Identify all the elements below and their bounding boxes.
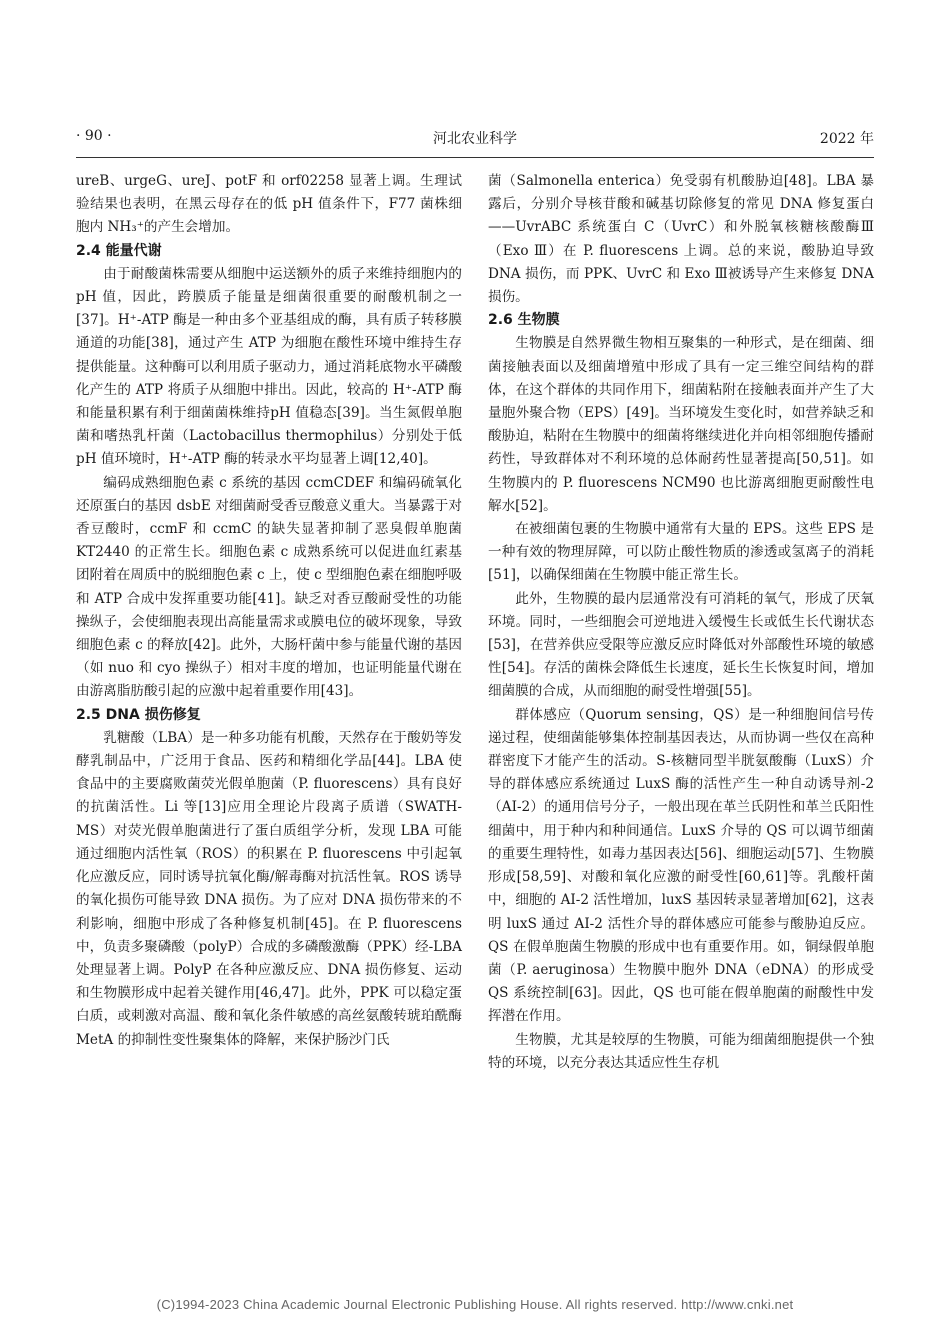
section-heading-2-6: 2.6 生物膜 [488,312,560,329]
journal-name: 河北农业科学 [433,131,517,147]
paragraph: 群体感应（Quorum sensing，QS）是一种细胞间信号传递过程，使细菌能够集体控制基因表达，从而协调一些仅在高种群密度下才能产生的活动。S-核糖同型半胱氨酸酶（LuxS）介导的群体感应系统通过 LuxS 酶的活性产生一种自动诱导剂-2（AI-2）的通用信号分子，一般出现在革兰氏阴性和革兰氏阳性细菌中，用于种内和种间通信。LuxS 介导的 QS 可以调节细菌的重要生理特性，如毒力基因表达[56]、细胞运动[57]、生物膜形成[58,59]、对酸和氧化应激的耐受性[60,61]等。乳酸杆菌中，细胞的 AI-2 活性增加，luxS 基因转录显著增加[62]，这表明 luxS 通过 AI-2 活性介导的群体感应可能参与酸胁迫反应。QS 在假单胞菌生物膜的形成中也有重要作用。如，铜绿假单胞菌（P. aeruginosa）生物膜中胞外 DNA（eDNA）的形成受 QS 系统控制[63]。因此，QS 也可能在假单胞菌的耐酸性中发挥潜在作用。 [488,706,874,1025]
section-heading-2-5: 2.5 DNA 损伤修复 [76,706,201,723]
paragraph: 生物膜，尤其是较厚的生物膜，可能为细菌细胞提供一个独特的环境，以充分表达其适应性生存机 [488,1031,874,1071]
paragraph: 在被细菌包裹的生物膜中通常有大量的 EPS。这些 EPS 是一种有效的物理屏障，可以防止酸性物质的渗透或氢离子的消耗[51]，以确保细菌在生物膜中能正常生长。 [488,521,874,584]
left-column [76,170,462,1052]
intro-paragraph: ureB、urgeG、ureJ、potF 和 orf02258 显著上调。生理试验结果也表明，在黑云母存在的低 pH 值条件下，F77 菌株细胞内 NH₃⁺的产生会增加。 [76,173,462,236]
copyright-footer: (C)1994-2023 China Academic Journal Electronic Publishing House. All rights reserved. http://www.cnki.net [156,1297,794,1312]
paragraph: 此外，生物膜的最内层通常没有可消耗的氧气，形成了厌氧环境。同时，一些细胞会可逆地进入缓慢生长或低生长代谢状态[53]，在营养供应受限等应激反应时降低对外部酸性环境的敏感性[54]。存活的菌株会降低生长速度，延长生长恢复时间，增加细菌膜的合成，从而细胞的耐受性增强[55]。 [488,590,874,700]
header-rule [76,157,874,158]
paragraph: 乳糖酸（LBA）是一种多功能有机酸，天然存在于酸奶等发酵乳制品中，广泛用于食品、医药和精细化学品[44]。LBA 使食品中的主要腐败菌荧光假单胞菌（P. fluorescens）具有良好的抗菌活性。Li 等[13]应用全理论片段离子质谱（SWATH-MS）对荧光假单胞菌进行了蛋白质组学分析，发现 LBA 可能通过细胞内活性氧（ROS）的积累在 P. fluorescens 中引起氧化应激反应，同时诱导抗氧化酶/解毒酶对抗活性氧。ROS 诱导的氧化损伤可能导致 DNA 损伤。为了应对 DNA 损伤带来的不利影响，细胞中形成了各种修复机制[45]。在 P. fluorescens 中，负责多聚磷酸（polyP）合成的多磷酸激酶（PPK）经-LBA 处理显著上调。PolyP 在各种应激反应、DNA 损伤修复、运动和生物膜形成中起着关键作用[46,47]。此外，PPK 可以稳定蛋白质，或刺激对高温、酸和氧化条件敏感的高丝氨酸转琥珀酰酶 MetA 的抑制性变性聚集体的降解，来保护肠沙门氏 [76,729,462,1048]
page-header [76,128,874,150]
paragraph: 生物膜是自然界微生物相互聚集的一种形式，是在细菌、细菌接触表面以及细菌增殖中形成了具有一定三维空间结构的群体，在这个群体的共同作用下，细菌粘附在接触表面并产生了大量胞外聚合物（EPS）[49]。当环境发生变化时，如营养缺乏和酸胁迫，粘附在生物膜中的细菌将继续进化并向相邻细胞传播耐药性，导致群体对不利环境的总体耐药性显著提高[50,51]。如生物膜内的 P. fluorescens NCM90 也比游离细胞更耐酸性电解水[52]。 [488,335,874,514]
paragraph: 由于耐酸菌株需要从细胞中运送额外的质子来维持细胞内的 pH 值，因此，跨膜质子能量是细菌很重要的耐酸机制之一[37]。H⁺-ATP 酶是一种由多个亚基组成的酶，具有质子转移膜通道的功能[38]，通过产生 ATP 为细胞在酸性环境中维持生存提供能量。这种酶可以利用质子驱动力，通过消耗底物水平磷酸化产生的 ATP 将质子从细胞中排出。因此，较高的 H⁺-ATP 酶和能量积累有利于细菌菌株维持pH 值稳态[39]。当生氮假单胞菌和嗜热乳杆菌（Lactobacillus thermophilus）分别处于低 pH 值环境时，H⁺-ATP 酶的转录水平均显著上调[12,40]。 [76,265,462,468]
publication-year: 2022 年 [819,131,874,147]
page-number: · 90 · [76,128,112,144]
right-column [488,170,874,1075]
paragraph: 编码成熟细胞色素 c 系统的基因 ccmCDEF 和编码硫氧化还原蛋白的基因 dsbE 对细菌耐受香豆酸意义重大。当暴露于对香豆酸时，ccmF 和 ccmC 的缺失显著抑制了恶臭假单胞菌 KT2440 的正常生长。细胞色素 c 成熟系统可以促进血红素基团附着在周质中的脱细胞色素 c 上，使 c 型细胞色素在细胞呼吸和 ATP 合成中发挥重要功能[41]。缺乏对香豆酸耐受性的功能操纵子，会使细胞表现出高能量需求或膜电位的破坏现象，导致细胞色素 c 的释放[42]。此外，大肠杆菌中参与能量代谢的基因（如 nuo 和 cyo 操纵子）相对丰度的增加，也证明能量代谢在由游离脂肪酸引起的应激中起着重要作用[43]。 [76,474,462,700]
continued-paragraph: 菌（Salmonella enterica）免受弱有机酸胁迫[48]。LBA 暴露后，分别介导核苷酸和碱基切除修复的常见 DNA 修复蛋白——UvrABC 系统蛋白 C（UvrC）和外脱氧核糖核酸酶Ⅲ（Exo Ⅲ）在 P. fluorescens 上调。总的来说，酸胁迫导致 DNA 损伤，而 PPK、UvrC 和 Exo Ⅲ被诱导产生来修复 DNA 损伤。 [488,173,874,306]
section-heading-2-4: 2.4 能量代谢 [76,242,162,259]
